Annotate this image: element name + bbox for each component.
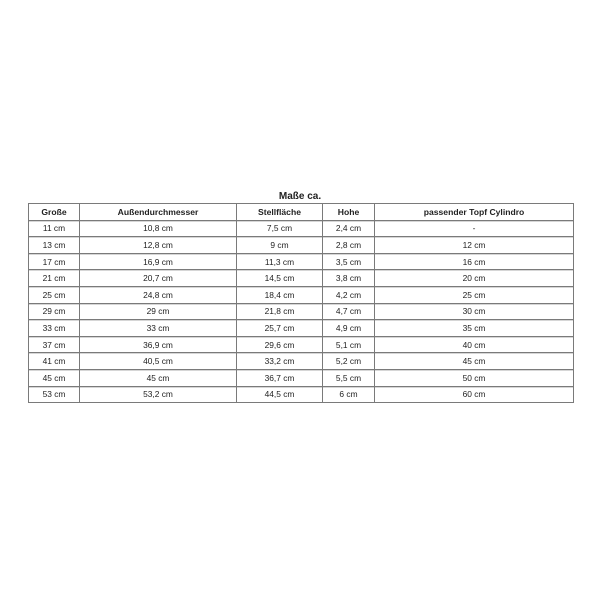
- header-size: Große: [29, 204, 80, 221]
- cell-matching-pot: 25 cm: [375, 287, 574, 304]
- size-table: [28, 203, 574, 403]
- table-caption: Maße ca.: [278, 191, 322, 202]
- table-row: [29, 254, 574, 271]
- cell-matching-pot: 60 cm: [375, 387, 574, 404]
- cell-outer-diameter: 40,5 cm: [80, 353, 237, 370]
- cell-height: 5,1 cm: [323, 337, 375, 354]
- cell-matching-pot: 40 cm: [375, 337, 574, 354]
- header-base-area: Stellfläche: [237, 204, 323, 221]
- cell-height: 2,4 cm: [323, 221, 375, 238]
- cell-height: 4,7 cm: [323, 304, 375, 321]
- cell-outer-diameter: 24,8 cm: [80, 287, 237, 304]
- table-row: [29, 221, 574, 238]
- header-height: Hohe: [323, 204, 375, 221]
- cell-base-area: 33,2 cm: [237, 353, 323, 370]
- table-row: [29, 387, 574, 404]
- cell-size: 21 cm: [29, 270, 80, 287]
- cell-matching-pot: 35 cm: [375, 320, 574, 337]
- table-row: [29, 304, 574, 321]
- table-row: [29, 370, 574, 387]
- cell-base-area: 9 cm: [237, 237, 323, 254]
- cell-size: 29 cm: [29, 304, 80, 321]
- cell-outer-diameter: 45 cm: [80, 370, 237, 387]
- cell-outer-diameter: 53,2 cm: [80, 387, 237, 404]
- cell-size: 17 cm: [29, 254, 80, 271]
- table-row: [29, 237, 574, 254]
- cell-size: 11 cm: [29, 221, 80, 238]
- cell-height: 4,2 cm: [323, 287, 375, 304]
- cell-base-area: 14,5 cm: [237, 270, 323, 287]
- cell-base-area: 11,3 cm: [237, 254, 323, 271]
- cell-base-area: 18,4 cm: [237, 287, 323, 304]
- table-row: [29, 270, 574, 287]
- cell-size: 13 cm: [29, 237, 80, 254]
- cell-size: 37 cm: [29, 337, 80, 354]
- cell-matching-pot: 20 cm: [375, 270, 574, 287]
- cell-height: 3,8 cm: [323, 270, 375, 287]
- cell-matching-pot: 45 cm: [375, 353, 574, 370]
- cell-base-area: 44,5 cm: [237, 387, 323, 404]
- cell-height: 2,8 cm: [323, 237, 375, 254]
- table-row: [29, 320, 574, 337]
- cell-outer-diameter: 20,7 cm: [80, 270, 237, 287]
- cell-height: 4,9 cm: [323, 320, 375, 337]
- cell-matching-pot: 12 cm: [375, 237, 574, 254]
- cell-base-area: 7,5 cm: [237, 221, 323, 238]
- cell-outer-diameter: 16,9 cm: [80, 254, 237, 271]
- table-row: [29, 337, 574, 354]
- cell-height: 5,5 cm: [323, 370, 375, 387]
- cell-size: 41 cm: [29, 353, 80, 370]
- header-matching-pot: passender Topf Cylindro: [375, 204, 574, 221]
- cell-outer-diameter: 33 cm: [80, 320, 237, 337]
- cell-size: 33 cm: [29, 320, 80, 337]
- cell-outer-diameter: 12,8 cm: [80, 237, 237, 254]
- cell-base-area: 21,8 cm: [237, 304, 323, 321]
- cell-outer-diameter: 36,9 cm: [80, 337, 237, 354]
- cell-base-area: 25,7 cm: [237, 320, 323, 337]
- cell-height: 3,5 cm: [323, 254, 375, 271]
- cell-base-area: 29,6 cm: [237, 337, 323, 354]
- table-row: [29, 353, 574, 370]
- cell-outer-diameter: 29 cm: [80, 304, 237, 321]
- cell-height: 5,2 cm: [323, 353, 375, 370]
- cell-outer-diameter: 10,8 cm: [80, 221, 237, 238]
- cell-base-area: 36,7 cm: [237, 370, 323, 387]
- cell-matching-pot: 30 cm: [375, 304, 574, 321]
- header-outer-diameter: Außendurchmesser: [80, 204, 237, 221]
- cell-size: 25 cm: [29, 287, 80, 304]
- cell-size: 45 cm: [29, 370, 80, 387]
- cell-matching-pot: 16 cm: [375, 254, 574, 271]
- cell-height: 6 cm: [323, 387, 375, 404]
- table-header-row: [29, 204, 574, 221]
- cell-matching-pot: -: [375, 221, 574, 238]
- cell-size: 53 cm: [29, 387, 80, 404]
- table-row: [29, 287, 574, 304]
- cell-matching-pot: 50 cm: [375, 370, 574, 387]
